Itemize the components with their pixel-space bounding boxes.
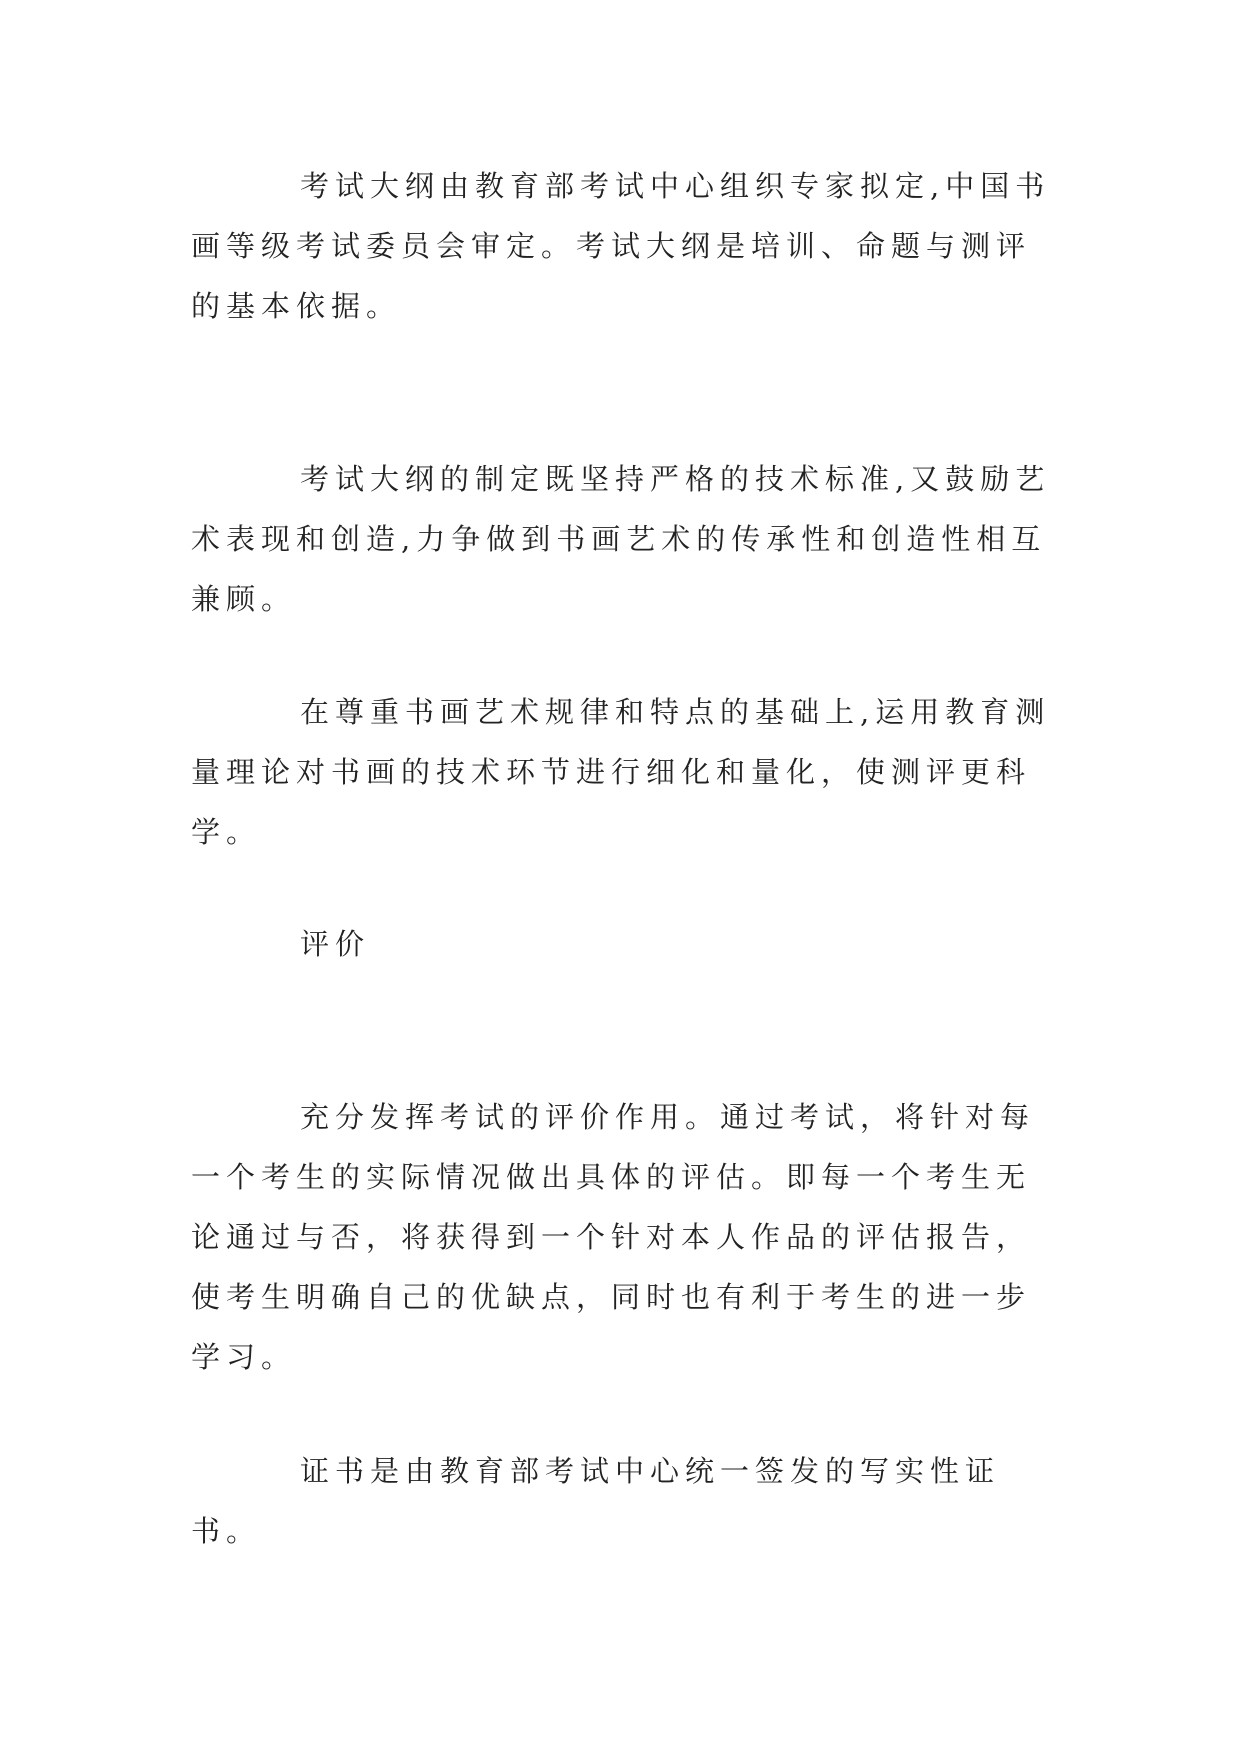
paragraph-syllabus-principles: 考试大纲的制定既坚持严格的技术标准,又鼓励艺术表现和创造,力争做到书画艺术的传承性和创造性相互兼顾。 <box>191 462 1051 616</box>
paragraph-certificate: 证书是由教育部考试中心统一签发的写实性证书。 <box>191 1454 1001 1548</box>
paragraph-syllabus-origin: 考试大纲由教育部考试中心组织专家拟定,中国书画等级考试委员会审定。考试大纲是培训、命题与测评的基本依据。 <box>191 169 1051 323</box>
paragraph-evaluation-role: 充分发挥考试的评价作用。通过考试，将针对每一个考生的实际情况做出具体的评估。即每一个考生无论通过与否，将获得到一个针对本人作品的评估报告，使考生明确自己的优缺点，同时也有利于考生的进一步学习。 <box>191 1100 1036 1374</box>
paragraph-measurement-theory: 在尊重书画艺术规律和特点的基础上,运用教育测量理论对书画的技术环节进行细化和量化，使测评更科学。 <box>191 695 1051 849</box>
section-heading-evaluation: 评价 <box>300 927 371 961</box>
